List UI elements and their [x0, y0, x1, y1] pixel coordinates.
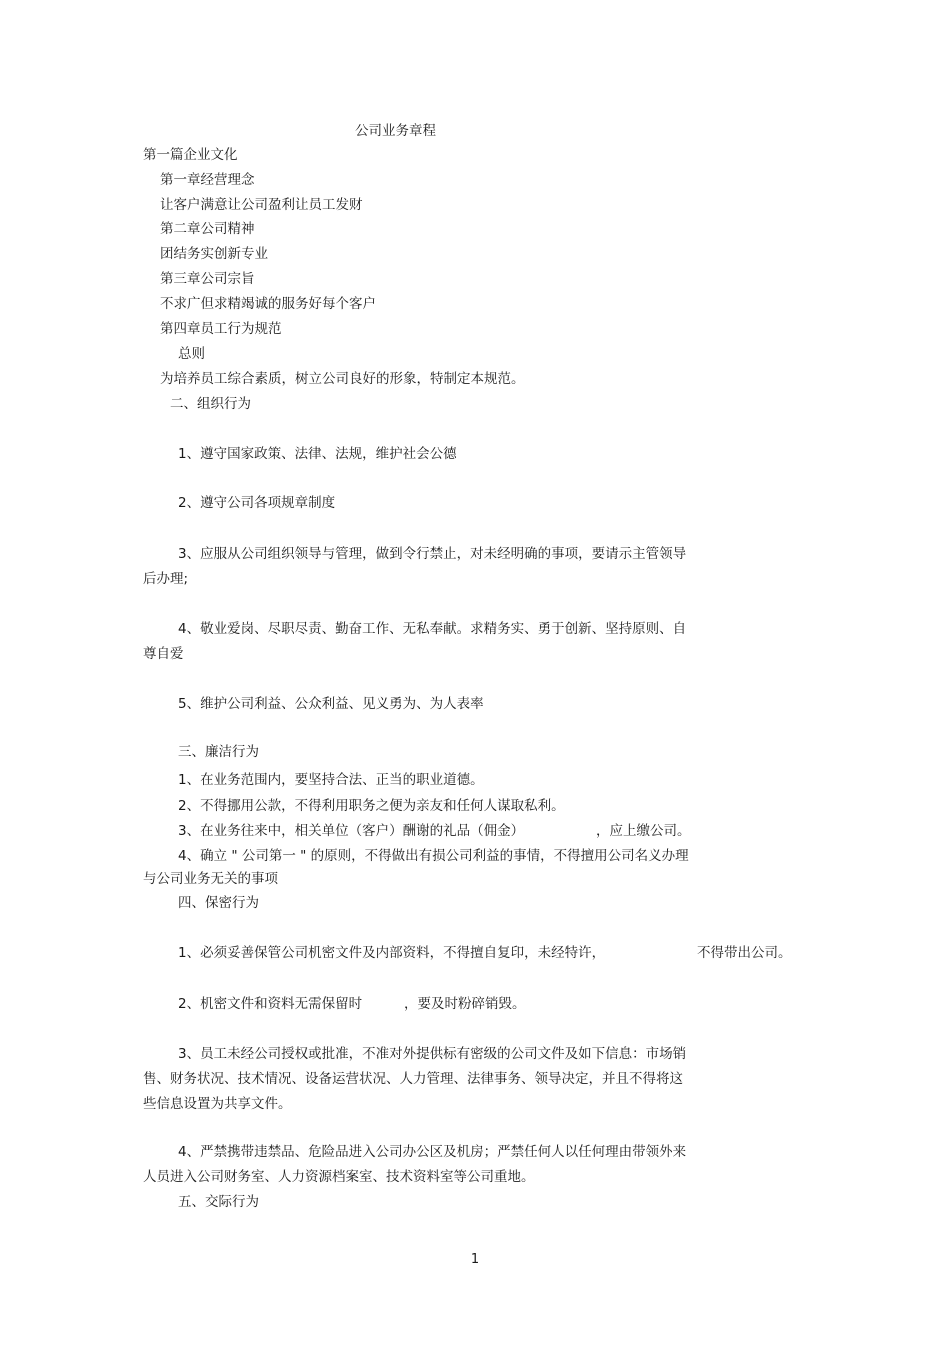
section3-item-tail: ，应上缴公司。: [596, 823, 691, 839]
section2-item: 1、遵守国家政策、法律、法规，维护社会公德: [178, 446, 457, 462]
document-title: 公司业务章程: [355, 123, 436, 139]
chapter2-heading: 第二章公司精神: [160, 221, 255, 237]
section2-item: 3、应服从公司组织领导与管理，做到令行禁止，对未经明确的事项，要请示主管领导: [178, 546, 687, 562]
section4-item-continuation: 人员进入公司财务室、人力资源档案室、技术资料室等公司重地。: [143, 1169, 535, 1185]
chapter3-text: 不求广但求精竭诚的服务好每个客户: [160, 296, 376, 312]
section3-heading: 三、廉洁行为: [178, 744, 259, 760]
section2-item: 2、遵守公司各项规章制度: [178, 495, 336, 511]
chapter3-heading: 第三章公司宗旨: [160, 271, 255, 287]
chapter4-heading: 第四章员工行为规范: [160, 321, 282, 337]
section4-item: 2、机密文件和资料无需保留时: [178, 996, 363, 1012]
section3-item-continuation: 与公司业务无关的事项: [143, 871, 278, 887]
section4-item: 4、严禁携带违禁品、危险品进入公司办公区及机房；严禁任何人以任何理由带领外来: [178, 1144, 687, 1160]
section2-heading: 二、组织行为: [170, 396, 251, 412]
section3-item: 3、在业务往来中，相关单位（客户）酬谢的礼品（佣金）: [178, 823, 525, 839]
section2-item: 5、维护公司利益、公众利益、见义勇为、为人表率: [178, 696, 484, 712]
section4-item-continuation: 售、财务状况、技术情况、设备运营状况、人力管理、法律事务、领导决定，并且不得将这: [143, 1071, 683, 1087]
chapter2-text: 团结务实创新专业: [160, 246, 268, 262]
section4-heading: 四、保密行为: [178, 895, 259, 911]
part1-heading: 第一篇企业文化: [143, 147, 238, 163]
section2-item: 4、敬业爱岗、尽职尽责、勤奋工作、无私奉献。求精务实、勇于创新、坚持原则、自: [178, 621, 687, 637]
section4-item-tail: ，要及时粉碎销毁。: [404, 996, 526, 1012]
section4-item: 3、员工未经公司授权或批准，不准对外提供标有密级的公司文件及如下信息：市场销: [178, 1046, 687, 1062]
general-text: 为培养员工综合素质，树立公司良好的形象，特制定本规范。: [160, 371, 525, 387]
chapter1-text: 让客户满意让公司盈利让员工发财: [160, 197, 363, 213]
section2-item-continuation: 后办理;: [143, 571, 189, 587]
chapter1-heading: 第一章经营理念: [160, 172, 255, 188]
section4-item: 1、必须妥善保管公司机密文件及内部资料，不得擅自复印，未经特许，: [178, 945, 606, 961]
general-heading: 总则: [178, 346, 205, 362]
page-number: 1: [470, 1252, 480, 1267]
section3-item: 2、不得挪用公款，不得利用职务之便为亲友和任何人谋取私利。: [178, 798, 565, 814]
section4-item-continuation: 些信息设置为共享文件。: [143, 1096, 292, 1112]
section4-item-tail: 不得带出公司。: [697, 945, 792, 961]
section3-item: 4、确立 " 公司第一 " 的原则，不得做出有损公司利益的事情，不得擅用公司名义办理: [178, 848, 689, 864]
section2-item-continuation: 尊自爱: [143, 646, 184, 662]
section3-item: 1、在业务范围内，要坚持合法、正当的职业道德。: [178, 772, 484, 788]
section5-heading: 五、交际行为: [178, 1194, 259, 1210]
